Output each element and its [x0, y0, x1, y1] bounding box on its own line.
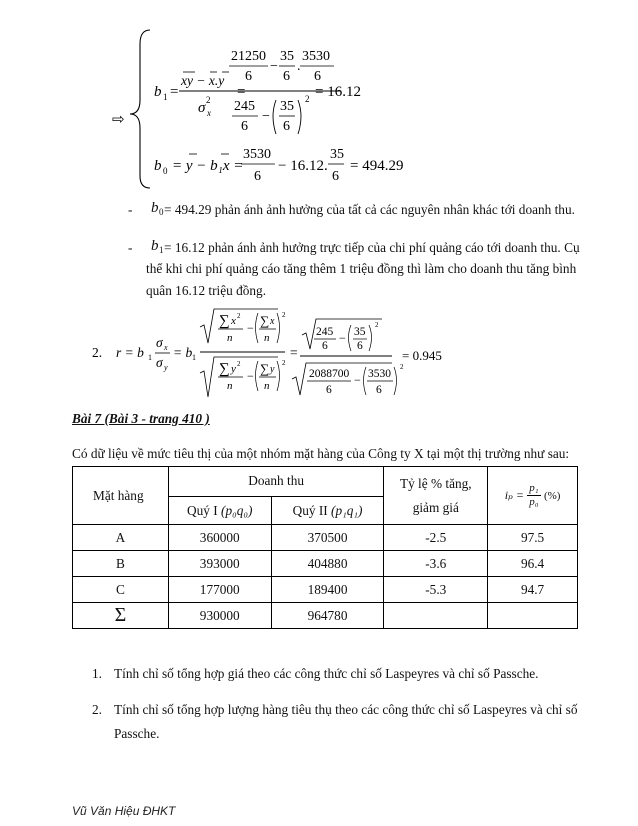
- r-top-num2: 35: [354, 326, 366, 338]
- cell-q2: 964780: [271, 603, 384, 629]
- b1-subscript: 1: [163, 92, 168, 102]
- sigma-y: σ: [156, 355, 163, 370]
- cell-ip: 97.5: [488, 525, 578, 551]
- b1-equals: =: [170, 84, 179, 100]
- bullet-2-line1: = 16.12 phản ánh ảnh hưởng trực tiếp của chi phí quảng cáo tới doanh thu. Cụ: [164, 240, 580, 255]
- svg-text:2: 2: [237, 312, 241, 320]
- svg-text:n: n: [264, 332, 270, 344]
- b0-expr: = y − b₁x =: [172, 158, 244, 174]
- svg-text:.: .: [297, 59, 301, 74]
- r-lhs: r = b: [116, 345, 144, 360]
- r-top-den1: 6: [322, 340, 328, 352]
- formula-b1-b0: [0, 0, 638, 190]
- b0-mid: − 16.12.: [278, 158, 328, 174]
- question-2-line2: Passche.: [114, 726, 160, 741]
- header-pct-cell: [384, 467, 488, 525]
- r-bot-den2: 6: [376, 384, 382, 396]
- bullet-2-sub: 1: [159, 245, 164, 255]
- svg-text:2: 2: [375, 321, 379, 329]
- bullet-2-line3: quân 16.12 triệu đồng.: [146, 283, 267, 298]
- implies-arrow-icon: ⇨: [112, 112, 125, 128]
- b1-frac3-den: 6: [314, 69, 321, 84]
- b0-frac-den: 6: [254, 169, 261, 184]
- b1-frac2-den: 6: [283, 69, 290, 84]
- svg-text:2: 2: [282, 311, 286, 319]
- svg-text:x: x: [270, 316, 275, 327]
- svg-text:−: −: [270, 59, 278, 74]
- intro-text: Có dữ liệu về mức tiêu thị của một nhóm mặt hàng của Công ty X tại một thị trường như sau:: [72, 446, 570, 461]
- cell-q1: 360000: [168, 525, 271, 551]
- item-number-2: 2.: [92, 345, 103, 360]
- cell-q1: 930000: [168, 603, 271, 629]
- svg-text:−: −: [247, 369, 254, 383]
- cell-ip: [488, 603, 578, 629]
- header-ip: iₚ =: [504, 488, 524, 502]
- svg-text:2: 2: [282, 359, 286, 367]
- b1-symbol: b: [154, 84, 162, 100]
- section-title: Bài 7 (Bài 3 - trang 410 ): [72, 411, 210, 426]
- b0-frac2-top: 35: [330, 147, 344, 162]
- svg-text:y: y: [270, 364, 275, 375]
- b1-mid-denominator: σ: [198, 100, 206, 116]
- cell-item: C: [73, 577, 169, 603]
- svg-text:n: n: [227, 332, 233, 344]
- b1-den-den: 6: [241, 119, 248, 134]
- svg-text:=: =: [290, 345, 298, 360]
- bullet-2-line2: thể khi chi phí quảng cáo tăng thêm 1 triệu đồng thì làm cho doanh thu tăng bình: [146, 261, 577, 276]
- question-1-text: Tính chỉ số tổng hợp giá theo các công thức chỉ số Laspeyres và chỉ số Passche.: [114, 666, 539, 681]
- header-ip-den: p₀: [529, 496, 539, 508]
- cell-pct: -5.3: [384, 577, 488, 603]
- b0-result: = 494.29: [350, 158, 404, 174]
- r-top-num1: 245: [316, 326, 334, 338]
- svg-text:∑: ∑: [219, 361, 230, 377]
- b1-paren-den: 6: [283, 119, 290, 134]
- sigma-x: σ: [156, 335, 163, 350]
- cell-pct: [384, 603, 488, 629]
- header-revenue: Doanh thu: [168, 467, 384, 497]
- svg-text:x: x: [207, 108, 211, 118]
- b1-frac3-top: 3530: [302, 49, 330, 64]
- r-result: = 0.945: [402, 348, 442, 363]
- sum-icon: Σ: [73, 603, 169, 629]
- r-bot-num2: 3530: [368, 368, 391, 380]
- r-bot-num1: 2088700: [309, 368, 350, 380]
- cell-q2: 189400: [271, 577, 384, 603]
- svg-text:∑: ∑: [260, 313, 270, 328]
- b1-num-top: 21250: [231, 49, 266, 64]
- table-row: [73, 551, 578, 577]
- formula-block-1: [0, 0, 638, 190]
- b0-frac-top: 3530: [243, 147, 271, 162]
- r-top-den2: 6: [357, 340, 363, 352]
- cell-item: A: [73, 525, 169, 551]
- bullet-2-symbol: b: [151, 238, 159, 254]
- svg-text:2: 2: [237, 360, 241, 368]
- header-pct: Tỷ lệ % tăng,: [399, 475, 472, 491]
- header-pct2: giảm giá: [412, 499, 459, 515]
- b1-mid-numerator: xy − x.y: [181, 73, 225, 88]
- cell-item: B: [73, 551, 169, 577]
- bullet-1-sub: 0: [159, 207, 164, 217]
- header-ip-num: p₁: [527, 482, 540, 496]
- r-bot-den1: 6: [326, 384, 332, 396]
- curly-brace: [130, 30, 150, 188]
- footer-author: Vũ Văn Hiệu ĐHKT: [72, 804, 176, 818]
- cell-pct: -2.5: [384, 525, 488, 551]
- b0-symbol: b: [154, 158, 162, 174]
- b1-paren-top: 35: [280, 99, 294, 114]
- cell-ip: 96.4: [488, 551, 578, 577]
- b1-result: = 16.12: [315, 84, 361, 100]
- header-ip-unit: (%): [543, 489, 561, 502]
- svg-text:−: −: [262, 109, 270, 124]
- svg-text:−: −: [247, 321, 254, 335]
- b1-frac2-top: 35: [280, 49, 294, 64]
- header-item: Mặt hàng: [73, 467, 169, 525]
- bullet-1-symbol: b: [151, 200, 159, 216]
- question-2-number: 2.: [92, 702, 102, 717]
- cell-q1: 393000: [168, 551, 271, 577]
- b0-subscript: 0: [163, 166, 168, 176]
- cell-q1: 177000: [168, 577, 271, 603]
- svg-text:2: 2: [400, 363, 404, 371]
- header-q1: Quý I (p₀q₀): [168, 497, 271, 525]
- svg-text:n: n: [264, 380, 270, 392]
- svg-text:x: x: [231, 315, 236, 327]
- bullet-1-text: = 494.29 phản ánh ảnh hưởng của tất cả các nguyên nhân khác tới doanh thu.: [164, 202, 575, 217]
- question-2-line1: Tính chỉ số tổng hợp lượng hàng tiêu thụ theo các công thức chỉ số Laspeyres và chỉ số: [114, 702, 578, 717]
- table-total-row: [73, 603, 578, 629]
- b1-den-top: 245: [234, 99, 255, 114]
- cell-q2: 404880: [271, 551, 384, 577]
- svg-text:−: −: [354, 373, 361, 387]
- svg-text:2: 2: [206, 95, 211, 105]
- svg-text:y: y: [231, 363, 236, 375]
- cell-pct: -3.6: [384, 551, 488, 577]
- b0-frac2-den: 6: [332, 169, 339, 184]
- header-q2: Quý II (p₁q₁): [271, 497, 384, 525]
- svg-text:y: y: [164, 363, 168, 372]
- header-ip-cell: [488, 467, 578, 525]
- svg-text:x: x: [164, 343, 168, 352]
- svg-text:1: 1: [148, 353, 152, 362]
- svg-text:2: 2: [305, 94, 310, 104]
- svg-text:∑: ∑: [260, 361, 270, 376]
- svg-text:n: n: [227, 380, 233, 392]
- table-row: [73, 577, 578, 603]
- bullet-dash-2: -: [128, 240, 133, 255]
- table-row: [73, 525, 578, 551]
- svg-text:1: 1: [192, 353, 196, 362]
- data-table: [72, 466, 578, 629]
- svg-text:∑: ∑: [219, 313, 230, 329]
- question-1-number: 1.: [92, 666, 102, 681]
- cell-q2: 370500: [271, 525, 384, 551]
- svg-text:−: −: [339, 331, 346, 345]
- correlation-formula: [0, 305, 638, 405]
- formula-block-2: [0, 305, 638, 405]
- eq-b1: = b: [173, 345, 193, 360]
- bullet-dash-1: -: [128, 202, 133, 217]
- svg-text:=: =: [237, 84, 246, 100]
- b1-num-den: 6: [245, 69, 252, 84]
- cell-ip: 94.7: [488, 577, 578, 603]
